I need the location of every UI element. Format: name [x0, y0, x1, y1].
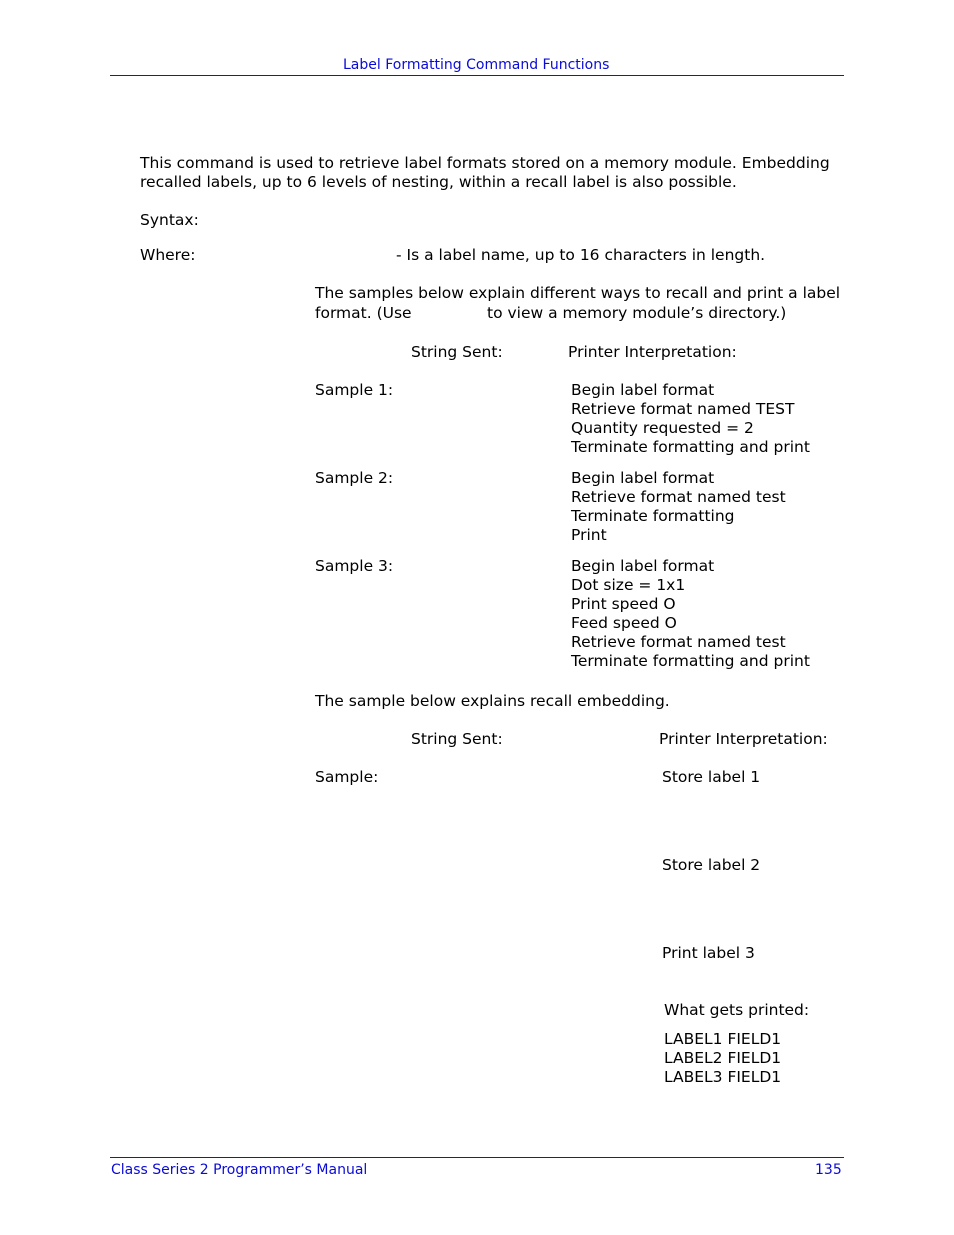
embedding-intro: The sample below explains recall embedding.	[315, 692, 670, 710]
sample-3-interpretation	[571, 557, 810, 671]
footer-page-number: 135	[815, 1162, 842, 1178]
footer-rule	[110, 1157, 844, 1158]
sample-1-label: Sample 1:	[315, 381, 394, 399]
header-rule	[110, 75, 844, 76]
store-label-2: Store label 2	[662, 856, 761, 874]
intro-line-2: recalled labels, up to 6 levels of nesting, within a recall label is also possible.	[140, 173, 737, 191]
page-header-title: Label Formatting Command Functions	[343, 57, 610, 73]
interpretation-line: Begin label format	[571, 557, 715, 575]
footer-manual-title: Class Series 2 Programmer’s Manual	[111, 1162, 368, 1178]
samples-intro-line-2a: format. (Use	[315, 304, 412, 322]
interpretation-line: Retrieve format named test	[571, 488, 786, 506]
interpretation-line: Terminate formatting	[571, 507, 735, 525]
interpretation-line: Quantity requested = 2	[571, 419, 754, 437]
interpretation-line: Dot size = 1x1	[571, 576, 686, 594]
printed-line: LABEL1 FIELD1	[664, 1030, 782, 1048]
sample-3-label: Sample 3:	[315, 557, 394, 575]
printed-line: LABEL2 FIELD1	[664, 1049, 782, 1067]
table1-string-sent-header: String Sent:	[411, 343, 503, 361]
intro-line-1: This command is used to retrieve label formats stored on a memory module. Embedding	[140, 154, 830, 172]
samples-intro-line-1: The samples below explain different ways to recall and print a label	[315, 284, 841, 302]
interpretation-line: Retrieve format named test	[571, 633, 786, 651]
embedding-sample-label: Sample:	[315, 768, 379, 786]
print-label-3: Print label 3	[662, 944, 755, 962]
printed-line: LABEL3 FIELD1	[664, 1068, 782, 1086]
table2-interpretation-header: Printer Interpretation:	[659, 730, 828, 748]
where-description: - Is a label name, up to 16 characters in length.	[396, 246, 766, 264]
where-label: Where:	[140, 246, 196, 264]
interpretation-line: Print speed O	[571, 595, 676, 613]
syntax-label: Syntax:	[140, 211, 199, 229]
printed-output	[664, 1030, 781, 1087]
sample-1-interpretation	[571, 381, 810, 457]
interpretation-line: Retrieve format named TEST	[571, 400, 795, 418]
interpretation-line: Feed speed O	[571, 614, 677, 632]
interpretation-line: Terminate formatting and print	[571, 652, 810, 670]
what-gets-printed-heading: What gets printed:	[664, 1001, 810, 1019]
interpretation-line: Terminate formatting and print	[571, 438, 810, 456]
sample-2-label: Sample 2:	[315, 469, 394, 487]
table1-interpretation-header: Printer Interpretation:	[568, 343, 737, 361]
interpretation-line: Print	[571, 526, 607, 544]
interpretation-line: Begin label format	[571, 381, 715, 399]
interpretation-line: Begin label format	[571, 469, 715, 487]
table2-string-sent-header: String Sent:	[411, 730, 503, 748]
samples-intro-line-2b: to view a memory module’s directory.)	[487, 304, 787, 322]
store-label-1: Store label 1	[662, 768, 761, 786]
sample-2-interpretation	[571, 469, 786, 545]
